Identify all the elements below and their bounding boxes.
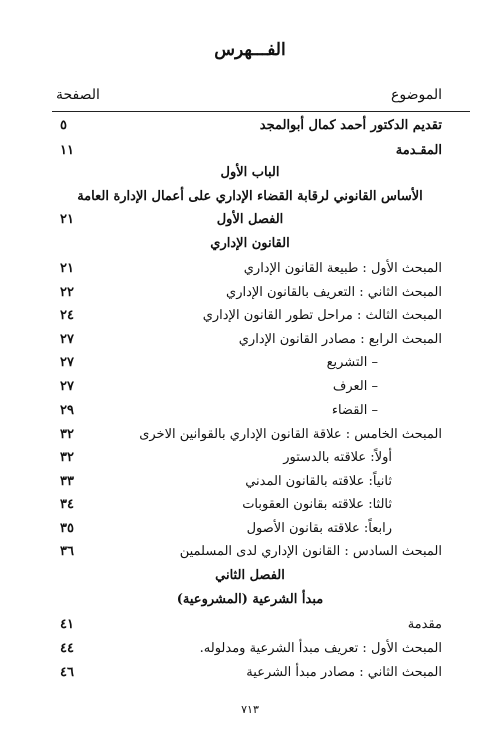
entry-page: ٤١ bbox=[60, 617, 74, 632]
toc-entry bbox=[0, 352, 500, 374]
entry-title: الأساس القانوني لرقابة القضاء الإداري على أعمال الإدارة العامة bbox=[77, 189, 423, 204]
entry-page: ٤٤ bbox=[60, 641, 74, 656]
entry-page: ٢٧ bbox=[60, 332, 74, 347]
entry-title: المبحث الخامس : علاقة القانون الإداري بالقوانين الاخرى bbox=[139, 427, 442, 442]
toc-entry bbox=[0, 424, 500, 446]
entry-title: الفصل الأول bbox=[216, 212, 284, 227]
entry-title: تقديم الدكتور أحمد كمال أبوالمجد bbox=[259, 118, 442, 133]
toc-entry bbox=[0, 541, 500, 563]
toc-entry bbox=[0, 471, 500, 493]
toc-entry bbox=[0, 258, 500, 280]
entry-title: المبحث الرابع : مصادر القانون الإداري bbox=[238, 332, 442, 347]
toc-entry bbox=[0, 494, 500, 516]
page-title: الفـــهرس bbox=[214, 40, 286, 60]
entry-title: ثالثا: علاقته بقانون العقوبات bbox=[242, 497, 392, 512]
entry-page: ٢١ bbox=[60, 212, 74, 227]
part-subheading bbox=[0, 186, 500, 208]
entry-title: الباب الأول bbox=[220, 165, 280, 180]
entry-title: المبحث الثاني : التعريف بالقانون الإداري bbox=[226, 285, 442, 300]
toc-entry bbox=[0, 400, 500, 422]
toc-entry bbox=[0, 662, 500, 684]
entry-page: ٣٦ bbox=[60, 544, 74, 559]
topic-column-header: الموضوع bbox=[391, 87, 442, 103]
entry-title: – العرف bbox=[332, 379, 378, 394]
entry-title: المبحث الثاني : مصادر مبدأ الشرعية bbox=[246, 665, 442, 680]
entry-page: ٢٩ bbox=[60, 403, 74, 418]
entry-title: مبدأ الشرعية (المشروعية) bbox=[176, 592, 324, 607]
entry-title: – التشريع bbox=[326, 355, 378, 370]
entry-page: ٢٢ bbox=[60, 285, 74, 300]
entry-page: ٢٤ bbox=[60, 308, 74, 323]
toc-entry bbox=[0, 518, 500, 540]
page-column-header: الصفحة bbox=[56, 87, 100, 103]
entry-title: – القضاء bbox=[331, 403, 378, 418]
entry-page: ٢٧ bbox=[60, 355, 74, 370]
entry-page: ١١ bbox=[60, 143, 74, 158]
toc-entry bbox=[0, 447, 500, 469]
toc-entry bbox=[0, 305, 500, 327]
entry-title: المقـدمة bbox=[395, 143, 442, 158]
toc-entry bbox=[0, 282, 500, 304]
entry-page: ٥ bbox=[60, 118, 67, 133]
chapter-heading bbox=[0, 565, 500, 587]
entry-title: رابعاً: علاقته بقانون الأصول bbox=[246, 521, 392, 536]
entry-page: ٤٦ bbox=[60, 665, 74, 680]
entry-page: ٣٣ bbox=[60, 474, 74, 489]
entry-page: ٣٢ bbox=[60, 450, 74, 465]
entry-title: أولاً: علاقته بالدستور bbox=[283, 450, 392, 465]
toc-entry bbox=[0, 115, 500, 137]
entry-page: ٣٤ bbox=[60, 497, 74, 512]
header-divider bbox=[52, 111, 470, 112]
toc-entry bbox=[0, 329, 500, 351]
entry-page: ٣٢ bbox=[60, 427, 74, 442]
toc-entry bbox=[0, 376, 500, 398]
entry-title: مقدمة bbox=[407, 617, 442, 632]
entry-title: القانون الإداري bbox=[210, 236, 290, 251]
entry-title: المبحث الأول : طبيعة القانون الإداري bbox=[243, 261, 442, 276]
chapter-subheading bbox=[0, 233, 500, 255]
entry-page: ٢٧ bbox=[60, 379, 74, 394]
entry-title: الفصل الثاني bbox=[215, 568, 285, 583]
toc-entry bbox=[0, 638, 500, 660]
footer-page-number: ٧١٣ bbox=[241, 703, 259, 716]
entry-title: المبحث السادس : القانون الإداري لدى المسلمين bbox=[179, 544, 442, 559]
chapter-subheading bbox=[0, 589, 500, 611]
entry-title: المبحث الأول : تعريف مبدأ الشرعية ومدلوله. bbox=[199, 641, 442, 656]
part-heading bbox=[0, 162, 500, 184]
entry-page: ٣٥ bbox=[60, 521, 74, 536]
entry-page: ٢١ bbox=[60, 261, 74, 276]
toc-entry bbox=[0, 140, 500, 162]
entry-title: المبحث الثالث : مراحل تطور القانون الإداري bbox=[202, 308, 442, 323]
toc-entry bbox=[0, 614, 500, 636]
entry-title: ثانياً: علاقته بالقانون المدني bbox=[245, 474, 392, 489]
chapter-heading bbox=[0, 209, 500, 231]
